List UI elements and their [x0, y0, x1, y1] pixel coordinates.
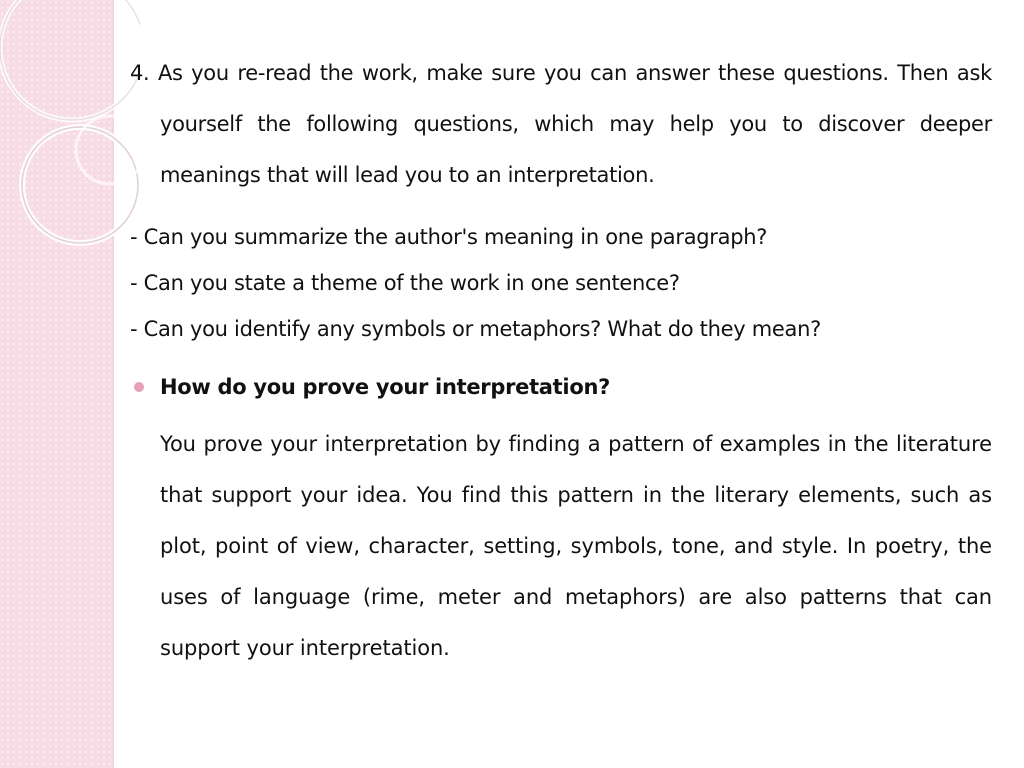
decorative-circles-icon	[0, 0, 140, 320]
slide-body	[130, 48, 992, 674]
question-theme: - Can you state a theme of the work in one sentence?	[130, 271, 680, 295]
bullet-dot-icon	[134, 382, 144, 392]
question-symbols: - Can you identify any symbols or metaphors? What do they mean?	[130, 317, 821, 341]
question-summarize: - Can you summarize the author's meaning in one paragraph?	[130, 225, 768, 249]
bullet-heading-row	[130, 372, 992, 402]
answer-paragraph: You prove your interpretation by finding a pattern of examples in the literature that support your idea. You find this pattern in the literary elements, such as plot, point of view, character, setting, symbols, tone, and style. In poetry, the uses of language (rime, meter and metaphors) are also patterns that can support your interpretation.	[160, 432, 992, 660]
intro-paragraph: 4. As you re-read the work, make sure you can answer these questions. Then ask yourself the following questions, which may help you to discover deeper meanings that will lead you to an interpretation.	[130, 61, 992, 187]
bullet-heading: How do you prove your interpretation?	[160, 375, 610, 399]
